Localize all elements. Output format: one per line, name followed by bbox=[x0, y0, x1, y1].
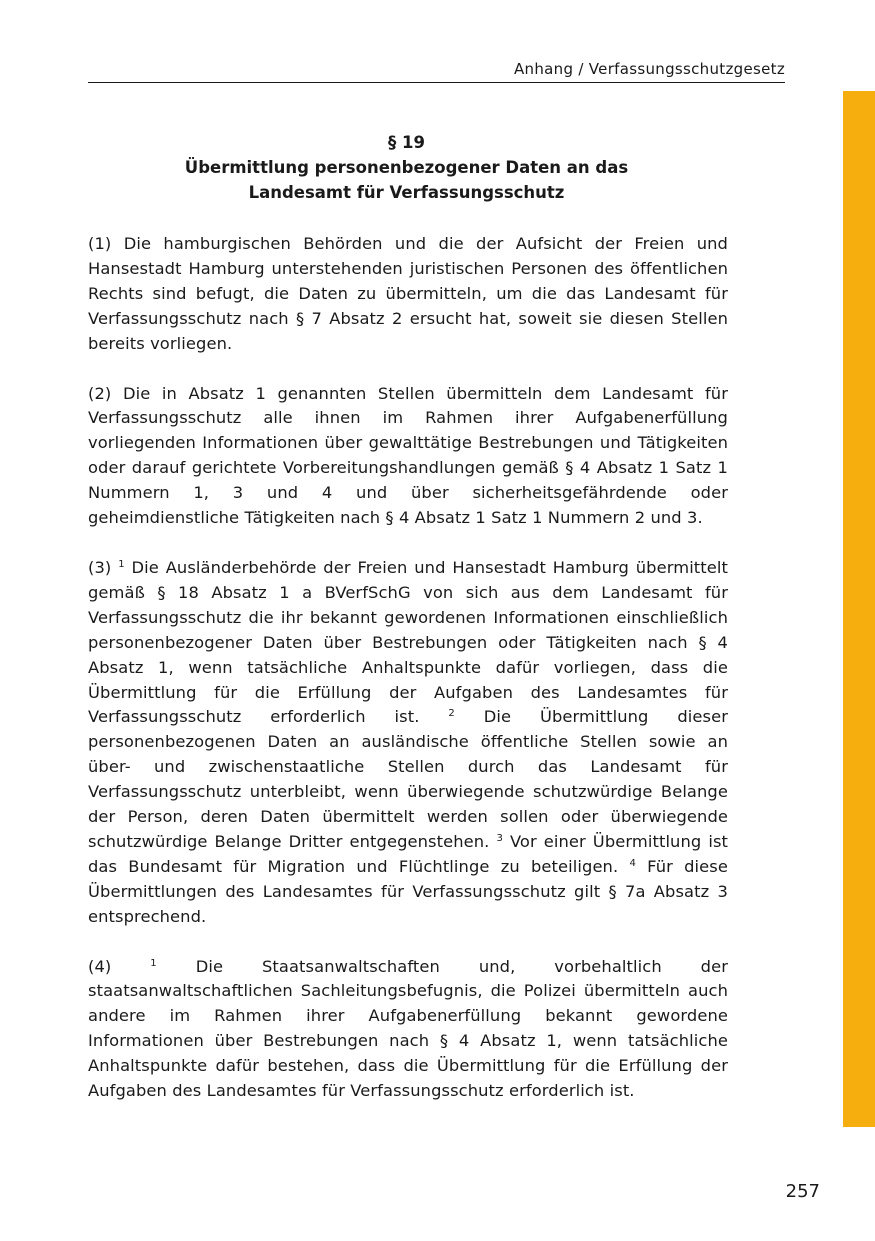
paragraph-label: (1) bbox=[88, 234, 112, 253]
sentence-number: 1 bbox=[118, 558, 125, 570]
sentence-number: 1 bbox=[150, 957, 157, 969]
sentence-text: Vor einer Übermittlung ist das Bundesamt für Migration und Flüchtlinge zu beteiligen. bbox=[88, 831, 729, 876]
section-title-line-1: Übermittlung personenbezogener Daten an das bbox=[184, 158, 629, 177]
paragraph-1 bbox=[88, 232, 728, 357]
paragraph-text: Die in Absatz 1 genannten Stellen übermitteln dem Landesamt für Verfassungsschutz alle ihnen im Rahmen ihrer Aufgabenerfüllung vorliegenden Informationen über gewalttätige Bestrebungen und Tätigkeiten oder darauf gerichtete Vorbereitungshandlungen gemäß § 4 Absatz 1 Satz 1 Nummern 1, 3 und 4 und über sicherheitsgefährdende oder geheimdienstliche Tätigkeiten nach § 4 Absatz 1 Satz 1 Nummern 2 und 3. bbox=[88, 383, 729, 528]
sentence-number: 2 bbox=[448, 708, 455, 720]
paragraph-3 bbox=[88, 556, 728, 930]
running-header bbox=[88, 58, 785, 83]
section-title-line-2: Landesamt für Verfassungsschutz bbox=[248, 183, 565, 202]
page-number: 257 bbox=[785, 1181, 820, 1202]
sentence-number: 3 bbox=[496, 832, 503, 844]
paragraph-text: Die hamburgischen Behörden und die der Aufsicht der Freien und Hansestadt Hamburg unterstehenden juristischen Personen des öffentlichen Rechts sind befugt, die Daten zu übermitteln, um die das Landesamt für Verfassungsschutz nach § 7 Absatz 2 ersucht hat, soweit sie diesen Stellen bereits vorliegen. bbox=[88, 234, 728, 353]
paragraph-label: (4) bbox=[88, 956, 112, 976]
paragraph-4 bbox=[88, 955, 728, 1104]
running-header-title: Anhang / Verfassungsschutzgesetz bbox=[513, 60, 785, 78]
sentence-number: 4 bbox=[629, 857, 636, 869]
sentence-text: Die Staatsanwaltschaften und, vorbehaltlich der staatsanwaltschaftlichen Sachleitungsbefugnis, die Polizei übermitteln auch andere im Rahmen ihrer Aufgabenerfüllung bekannt gewordene Informationen über Bestrebungen nach § 4 Absatz 1, wenn tatsächliche Anhaltspunkte dafür bestehen, dass die Übermittlung für die Erfüllung der Aufgaben des Landesamtes für Verfassungsschutz erforderlich ist. bbox=[88, 956, 729, 1101]
paragraph-label: (2) bbox=[88, 383, 112, 403]
sentence-text: Die Ausländerbehörde der Freien und Hansestadt Hamburg übermittelt gemäß § 18 Absatz 1 a BVerfSchG von sich aus dem Landesamt für Verfassungsschutz die ihr bekannt gewordenen Informationen einschließlich personenbezogener Daten über Bestrebungen oder Tätigkeiten nach § 4 Absatz 1, wenn tatsächliche Anhaltspunkte dafür vorliegen, dass die Übermittlung für die Erfüllung der Aufgaben des Landesamtes für Verfassungsschutz erforderlich ist. bbox=[88, 557, 729, 727]
section-heading bbox=[88, 130, 725, 205]
paragraph-label: (3) bbox=[88, 557, 112, 577]
sentence-text: Für diese Übermittlungen des Landesamtes für Verfassungsschutz gilt § 7a Absatz 3 entsprechend. bbox=[88, 856, 729, 926]
section-body bbox=[88, 232, 728, 1104]
section-number: § 19 bbox=[388, 133, 425, 152]
sentence-text: Die Übermittlung dieser personenbezogenen Daten an ausländische öffentliche Stellen sowie an über- und zwischenstaatliche Stellen durch das Landesamt für Verfassungsschutz unterbleibt, wenn überwiegende schutzwürdige Belange der Person, deren Daten übermittelt werden sollen oder überwiegende schutzwürdige Belange Dritter entgegenstehen. bbox=[88, 707, 728, 851]
paragraph-2 bbox=[88, 382, 728, 531]
chapter-side-tab bbox=[843, 91, 875, 1127]
